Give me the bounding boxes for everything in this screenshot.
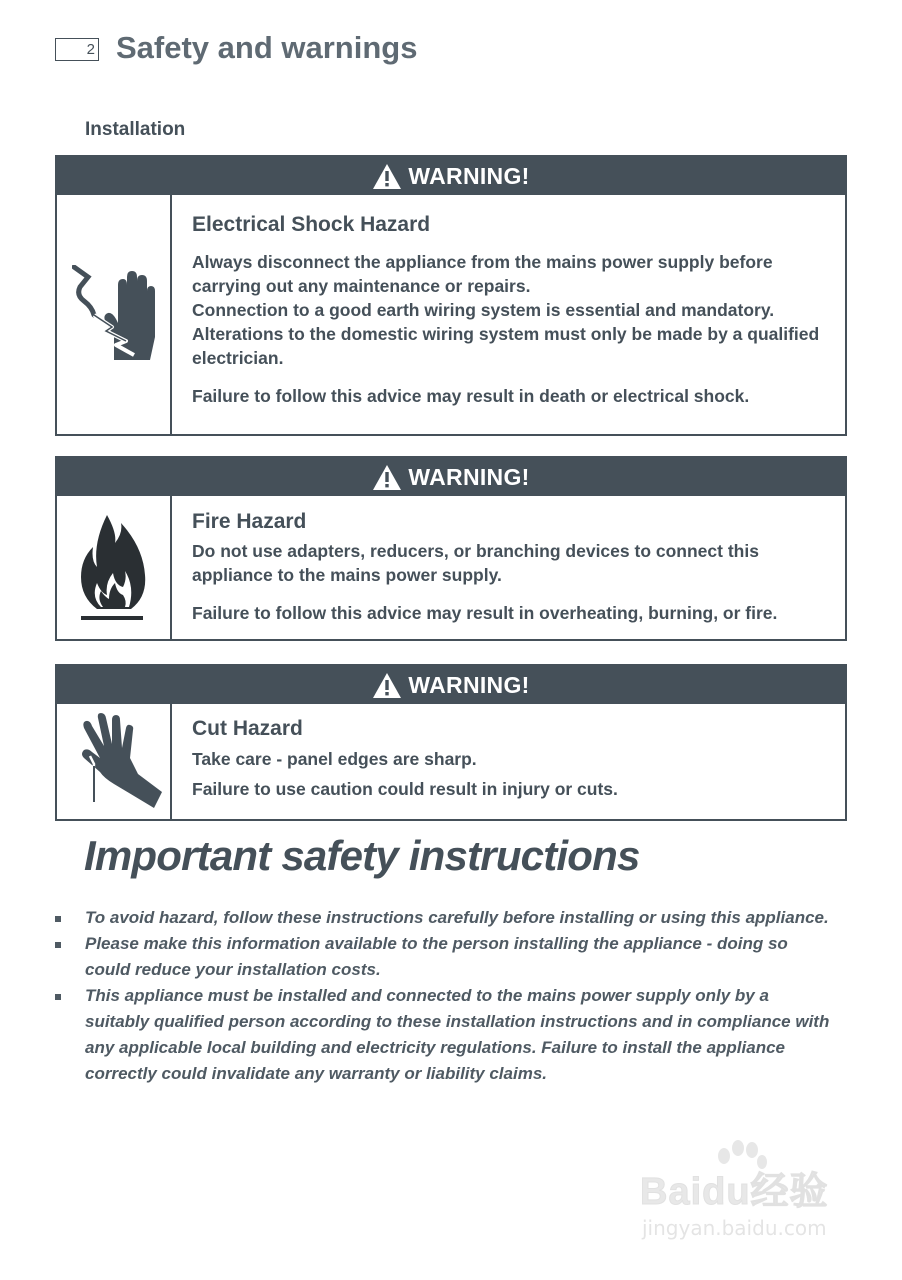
warning-header [57,666,845,704]
hazard-instruction: Connection to a good earth wiring system is essential and mandatory. [192,300,775,320]
warning-heading: WARNING! [408,463,530,490]
warning-triangle-icon [372,163,402,190]
hazard-icon-cell [57,496,172,639]
fire-icon [77,513,151,623]
hazard-icon-cell [57,704,172,819]
hazard-text [172,195,845,434]
hazard-icon-cell [57,195,172,434]
page-title: Safety and warnings [116,30,418,65]
hazard-consequence: Failure to follow this advice may result in overheating, burning, or fire. [192,603,778,623]
warning-box-cut [55,664,847,821]
hazard-instruction: Do not use adapters, reducers, or branching devices to connect this appliance to the mains power supply. [192,541,759,585]
list-item: This appliance must be installed and connected to the mains power supply only by a suitably qualified person according to these installation instructions and in compliance with any applicable local building and electricity regulations. Failure to install the appliance correctly could invalidate any warranty or liability claims. [55,983,835,1087]
page-number: 2 [55,38,99,61]
important-title: Important safety instructions [84,832,640,879]
warning-triangle-icon [372,464,402,491]
warning-header [57,157,845,195]
warning-box-fire [55,456,847,641]
bullet-icon [55,916,61,922]
watermark [640,1140,860,1250]
hazard-title: Cut Hazard [192,717,303,740]
bullet-icon [55,942,61,948]
bullet-icon [55,994,61,1000]
warning-box-electrical [55,155,847,436]
hazard-title: Electrical Shock Hazard [192,213,431,236]
warning-heading: WARNING! [408,671,530,698]
watermark-url: jingyan.baidu.com [642,1216,827,1240]
hazard-consequence: Failure to use caution could result in injury or cuts. [192,779,618,799]
hazard-text [172,496,845,639]
warning-header [57,458,845,496]
hazard-instruction: Always disconnect the appliance from the mains power supply before carrying out any maintenance or repairs. [192,252,773,296]
electric-shock-hand-icon [72,265,156,365]
section-heading: Installation [85,119,186,140]
warning-heading: WARNING! [408,162,530,189]
hazard-text [172,704,845,819]
warning-triangle-icon [372,672,402,699]
hazard-title: Fire Hazard [192,510,307,533]
hazard-consequence: Failure to follow this advice may result in death or electrical shock. [192,386,750,406]
list-item: Please make this information available to the person installing the appliance - doing so could reduce your installation costs. [55,931,835,983]
list-item: To avoid hazard, follow these instructions carefully before installing or using this appliance. [55,905,835,931]
hazard-instruction: Take care - panel edges are sharp. [192,749,477,769]
watermark-logo: Baidu经验 [640,1171,829,1213]
hazard-instruction: Alterations to the domestic wiring system must only be made by a qualified electrician. [192,324,820,368]
important-list [55,905,835,1087]
cut-hand-icon [64,712,164,812]
